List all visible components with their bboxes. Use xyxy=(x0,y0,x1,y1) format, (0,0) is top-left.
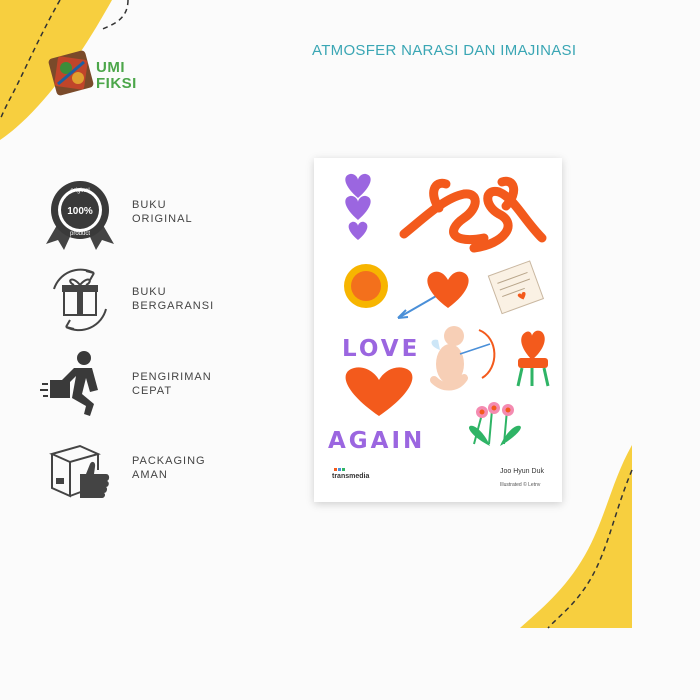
badge-mid-text: 100% xyxy=(67,206,93,217)
book-cover xyxy=(314,158,562,502)
feature-safe-packaging xyxy=(40,440,260,510)
publisher-name: transmedia xyxy=(332,473,370,480)
flowers-icon xyxy=(469,402,521,446)
badge-top-text: original xyxy=(70,188,90,194)
heart-arrow-icon xyxy=(398,272,469,318)
author-name: Joo Hyun Duk xyxy=(500,468,544,475)
feature-fast-delivery xyxy=(40,350,260,420)
original-product-badge-icon xyxy=(40,180,120,252)
gift-exchange-icon xyxy=(40,265,120,337)
feature-line-1: BUKU xyxy=(132,286,167,298)
feature-line-1: PACKAGING xyxy=(132,455,206,467)
sun-icon xyxy=(344,264,388,308)
feature-line-2: CEPAT xyxy=(132,385,173,397)
cupid-icon xyxy=(432,326,495,387)
orange-ribbon-icon xyxy=(404,181,542,248)
feature-original-label xyxy=(132,198,193,226)
feature-guarantee xyxy=(40,265,260,335)
feature-guarantee-label xyxy=(132,285,214,313)
brand-line-2: FIKSI xyxy=(96,75,137,92)
feature-line-1: BUKU xyxy=(132,199,167,211)
big-heart-icon xyxy=(346,367,413,416)
cover-title-line-2: AGAIN xyxy=(328,428,426,454)
feature-line-2: BERGARANSI xyxy=(132,300,215,312)
feature-line-2: AMAN xyxy=(132,469,168,481)
courier-delivery-icon xyxy=(40,350,120,422)
letter-icon xyxy=(488,261,543,314)
feature-line-2: ORIGINAL xyxy=(132,213,193,225)
tagline: ATMOSFER NARASI DAN IMAJINASI xyxy=(312,42,577,59)
heart-chair-icon xyxy=(518,331,548,386)
badge-bottom-text: product xyxy=(69,231,91,237)
cover-title-line-1: LOVE xyxy=(342,336,421,362)
publisher-logo-icon xyxy=(334,468,345,471)
feature-original xyxy=(40,180,260,250)
umi-fiksi-logo-icon xyxy=(48,48,96,98)
feature-line-1: PENGIRIMAN xyxy=(132,371,212,383)
brand-line-1: UMI xyxy=(96,59,125,76)
feature-fast-delivery-label xyxy=(132,370,212,398)
illustrator-credit: Illustrated © Letnv xyxy=(500,482,541,488)
purple-heart-icon xyxy=(345,174,370,240)
feature-safe-packaging-label xyxy=(132,454,206,482)
box-thumbs-up-icon xyxy=(40,440,120,512)
